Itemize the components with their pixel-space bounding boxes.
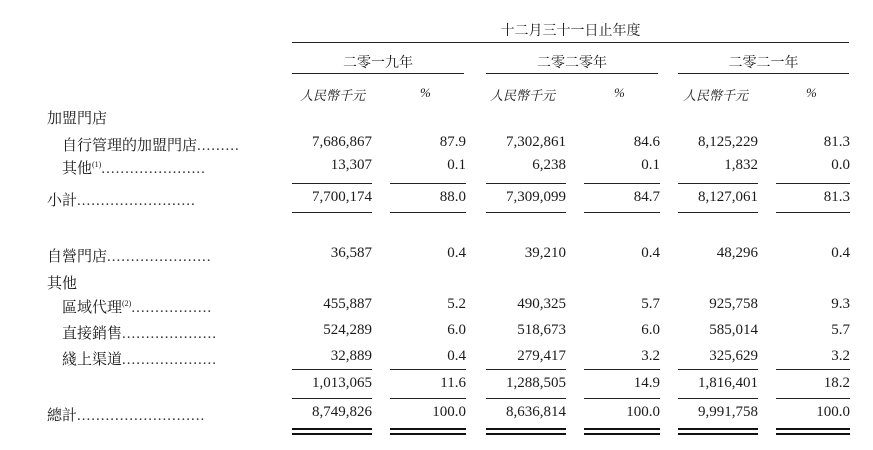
cell-2019-pct: 0.4	[447, 348, 466, 364]
cell-2019-rmb: 524,289	[323, 322, 372, 338]
cell-2021-pct: 81.3	[823, 134, 850, 150]
year-2019-rule	[292, 73, 464, 74]
cell-2020-pct: 14.9	[633, 375, 660, 391]
total-top-rule-2021-pct	[776, 398, 850, 399]
cell-2020-pct: 0.1	[641, 157, 660, 173]
year-2019-heading: 二零一九年	[343, 56, 413, 71]
period-heading: 十二月三十一日止年度	[500, 24, 641, 39]
row-label-text: 區域代理	[62, 300, 123, 316]
cell-2021-rmb: 1,832	[724, 157, 758, 173]
total-top-rule-2019-rmb	[292, 398, 372, 399]
leader-dots: ......................	[101, 161, 206, 177]
total-double-rule-2020-pct-b	[584, 433, 660, 435]
cell-2019-rmb: 36,587	[330, 245, 372, 261]
other-total-rule-2020-pct	[584, 369, 660, 370]
total-top-rule-2020-pct	[584, 398, 660, 399]
total-double-rule-2020-pct-a	[584, 428, 660, 430]
row-label	[62, 322, 217, 343]
cell-2020-rmb: 7,302,861	[506, 134, 566, 150]
leader-dots: ...........................	[77, 408, 206, 424]
cell-2019-pct: 6.0	[447, 322, 466, 338]
total-double-rule-2020-rmb-b	[486, 433, 566, 435]
subtotal-rule-2020-pct	[584, 183, 660, 184]
cell-2020-rmb: 279,417	[517, 348, 566, 364]
cell-2020-rmb: 39,210	[524, 245, 566, 261]
row-label-text: 總計	[47, 408, 78, 424]
subtotal-rule-2021-pct	[776, 183, 850, 184]
total-top-rule-2020-rmb	[486, 398, 566, 399]
unit-rmb-2021: 人民幣千元	[683, 88, 749, 103]
unit-rmb-2020: 人民幣千元	[490, 88, 556, 103]
row-label	[47, 107, 107, 128]
cell-2019-rmb: 1,013,065	[312, 375, 372, 391]
other-total-rule-2021-rmb	[678, 369, 758, 370]
leader-dots: ....................	[122, 326, 218, 342]
year-2021-heading: 二零二一年	[728, 56, 799, 71]
subtotal-rule-2020-rmb	[486, 183, 566, 184]
cell-2019-pct: 87.9	[439, 134, 466, 150]
row-label-text: 自營門店	[47, 249, 108, 265]
unit-pct-2020: %	[614, 85, 625, 100]
leader-dots: ......................	[107, 249, 212, 265]
row-label-text: 小計	[47, 193, 78, 209]
cell-2021-pct: 5.7	[831, 322, 850, 338]
cell-2019-pct: 11.6	[440, 375, 466, 391]
year-2020-heading: 二零二零年	[537, 56, 607, 71]
cell-2020-pct: 3.2	[641, 348, 660, 364]
row-label-text: 綫上渠道	[62, 352, 123, 368]
unit-rmb-2019: 人民幣千元	[300, 88, 366, 103]
cell-2020-pct: 5.7	[641, 296, 660, 312]
row-label-text: 自行管理的加盟門店	[62, 138, 198, 154]
cell-2020-pct: 0.4	[641, 245, 660, 261]
year-2020-rule	[486, 73, 658, 74]
cell-2020-pct: 84.7	[633, 189, 660, 205]
row-label-text: 直接銷售	[62, 326, 123, 342]
cell-2019-pct: 100.0	[432, 404, 466, 420]
cell-2020-rmb: 518,673	[517, 322, 566, 338]
subtotal-rule-2019-pct	[390, 183, 466, 184]
cell-2021-rmb: 48,296	[716, 245, 758, 261]
other-total-rule-2021-pct	[776, 369, 850, 370]
other-total-rule-2019-rmb	[292, 369, 372, 370]
cell-2021-pct: 3.2	[831, 348, 850, 364]
cell-2021-rmb: 325,629	[709, 348, 758, 364]
leader-dots: .................	[131, 300, 213, 316]
leader-dots: .........	[197, 138, 240, 154]
cell-2021-rmb: 8,127,061	[698, 189, 758, 205]
row-label-text: 其他	[47, 276, 78, 292]
cell-2020-pct: 6.0	[641, 322, 660, 338]
cell-2021-rmb: 9,991,758	[698, 404, 758, 420]
row-label	[47, 189, 196, 210]
cell-2021-rmb: 1,816,401	[698, 375, 758, 391]
total-double-rule-2019-rmb-b	[292, 433, 372, 435]
cell-2019-rmb: 455,887	[323, 296, 372, 312]
cell-2019-rmb: 32,889	[330, 348, 372, 364]
total-double-rule-2019-rmb-a	[292, 428, 372, 430]
cell-2019-pct: 0.1	[447, 157, 466, 173]
total-double-rule-2019-pct-b	[390, 433, 466, 435]
cell-2019-rmb: 7,686,867	[312, 134, 372, 150]
cell-2021-rmb: 585,014	[709, 322, 758, 338]
total-top-rule-2021-rmb	[678, 398, 758, 399]
cell-2020-rmb: 7,309,099	[506, 189, 566, 205]
cell-2020-rmb: 490,325	[517, 296, 566, 312]
cell-2019-pct: 5.2	[447, 296, 466, 312]
total-double-rule-2021-pct-b	[776, 433, 850, 435]
subtotal-bottom-rule-2021-rmb	[678, 212, 758, 213]
subtotal-rule-2019-rmb	[292, 183, 372, 184]
row-label	[47, 245, 212, 266]
row-label	[62, 134, 240, 155]
cell-2019-rmb: 7,700,174	[312, 189, 372, 205]
header-rule	[292, 42, 849, 43]
leader-dots: .........................	[77, 193, 196, 209]
cell-2019-pct: 0.4	[447, 245, 466, 261]
cell-2021-pct: 0.0	[831, 157, 850, 173]
row-label-text: 加盟門店	[47, 111, 108, 127]
subtotal-bottom-rule-2021-pct	[776, 212, 850, 213]
total-double-rule-2021-rmb-b	[678, 433, 758, 435]
row-label	[62, 296, 212, 317]
cell-2021-pct: 18.2	[823, 375, 850, 391]
other-total-rule-2020-rmb	[486, 369, 566, 370]
cell-2020-pct: 100.0	[626, 404, 660, 420]
cell-2020-rmb: 8,636,814	[506, 404, 566, 420]
row-label	[47, 272, 77, 293]
total-double-rule-2020-rmb-a	[486, 428, 566, 430]
subtotal-bottom-rule-2020-rmb	[486, 212, 566, 213]
footnote-marker: (2)	[122, 299, 132, 308]
subtotal-bottom-rule-2019-rmb	[292, 212, 372, 213]
cell-2019-pct: 88.0	[439, 189, 466, 205]
leader-dots: ....................	[122, 352, 218, 368]
cell-2020-pct: 84.6	[633, 134, 660, 150]
subtotal-bottom-rule-2019-pct	[390, 212, 466, 213]
total-double-rule-2021-pct-a	[776, 428, 850, 430]
cell-2021-pct: 0.4	[831, 245, 850, 261]
cell-2021-pct: 81.3	[823, 189, 850, 205]
cell-2020-rmb: 1,288,505	[506, 375, 566, 391]
cell-2021-rmb: 8,125,229	[698, 134, 758, 150]
cell-2019-rmb: 8,749,826	[312, 404, 372, 420]
total-top-rule-2019-pct	[390, 398, 466, 399]
cell-2020-rmb: 6,238	[532, 157, 566, 173]
row-label	[47, 404, 205, 425]
row-label	[62, 157, 206, 178]
cell-2021-pct: 9.3	[831, 296, 850, 312]
unit-pct-2019: %	[420, 85, 431, 100]
cell-2019-rmb: 13,307	[330, 157, 372, 173]
year-2021-rule	[678, 73, 849, 74]
cell-2021-pct: 100.0	[816, 404, 850, 420]
row-label-text: 其他	[62, 161, 93, 177]
total-double-rule-2021-rmb-a	[678, 428, 758, 430]
subtotal-bottom-rule-2020-pct	[584, 212, 660, 213]
subtotal-rule-2021-rmb	[678, 183, 758, 184]
other-total-rule-2019-pct	[390, 369, 466, 370]
unit-pct-2021: %	[806, 85, 817, 100]
footnote-marker: (1)	[92, 160, 102, 169]
total-double-rule-2019-pct-a	[390, 428, 466, 430]
cell-2021-rmb: 925,758	[709, 296, 758, 312]
row-label	[62, 348, 217, 369]
